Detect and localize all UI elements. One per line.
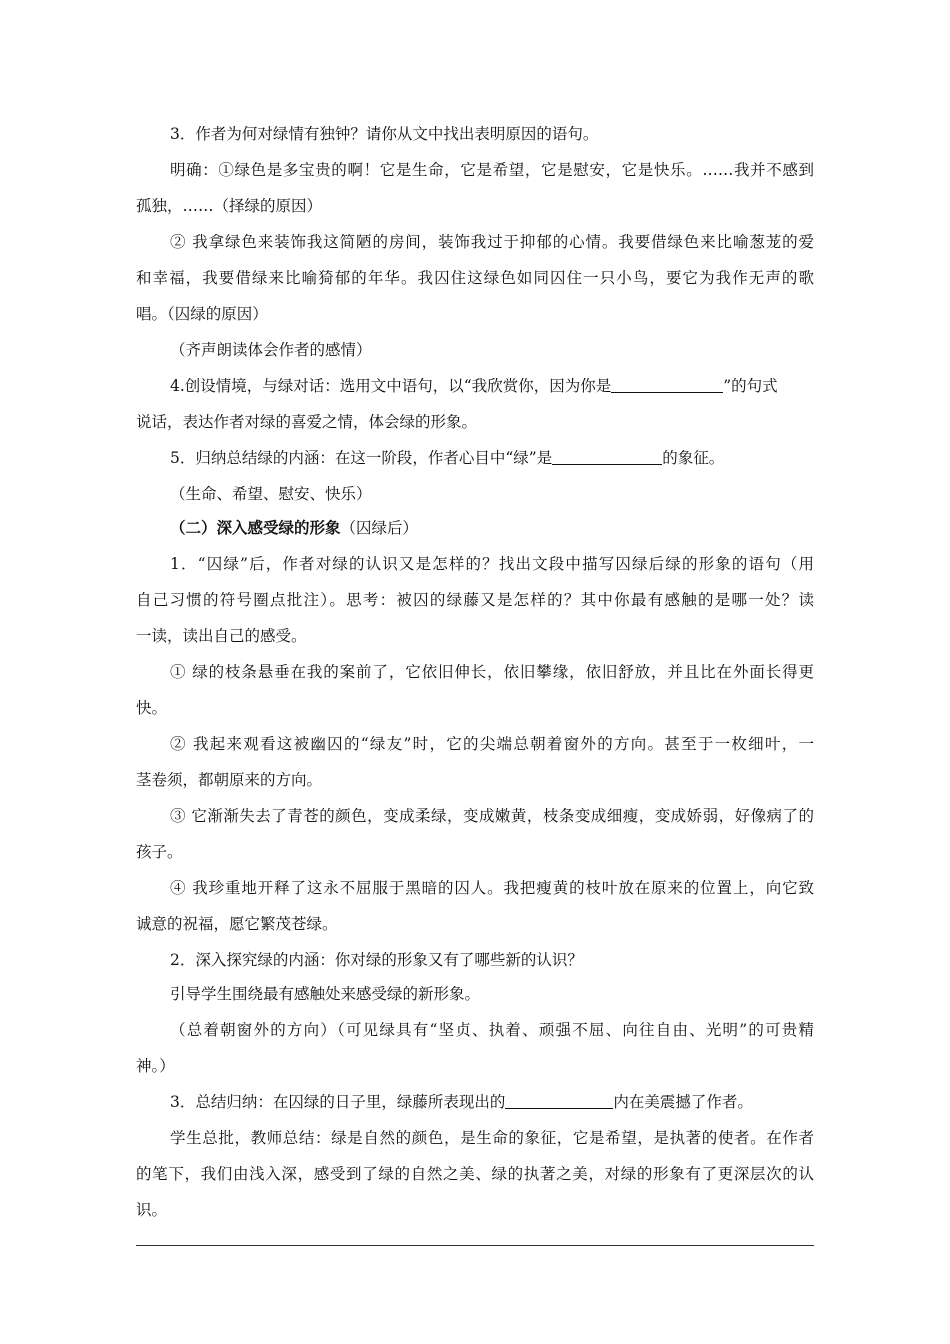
section-heading-note: （囚绿后） bbox=[340, 519, 419, 537]
question-4-text: 4.创设情境，与绿对话：选用文中语句，以“我欣赏你，因为你是 bbox=[170, 377, 612, 395]
question-3b-text-end: 内在美震撼了作者。 bbox=[613, 1093, 753, 1111]
answer-line: （生命、希望、慰安、快乐） bbox=[170, 485, 372, 503]
fill-blank bbox=[505, 1094, 613, 1109]
paragraph-line: 2．深入探究绿的内涵：你对绿的形象又有了哪些新的认识？ bbox=[170, 951, 583, 969]
paragraph-line: 诚意的祝福，愿它繁茂苍绿。 bbox=[136, 915, 338, 933]
paragraph-line: ② 我拿绿色来装饰我这简陋的房间，装饰我过于抑郁的心情。我要借绿色来比喻葱茏的爱 bbox=[170, 233, 814, 251]
paragraph-line: 引导学生围绕最有感触处来感受绿的新形象。 bbox=[170, 985, 481, 1003]
paragraph-line: 说话，表达作者对绿的喜爱之情，体会绿的形象。 bbox=[136, 413, 478, 431]
paragraph-line: ② 我起来观看这被幽囚的“绿友”时，它的尖端总朝着窗外的方向。甚至于一枚细叶，一 bbox=[170, 735, 814, 753]
paragraph-line: 孩子。 bbox=[136, 843, 183, 861]
question-4-text-end: ”的句式 bbox=[723, 377, 778, 395]
paragraph-line: ① 绿的枝条悬垂在我的案前了，它依旧伸长，依旧攀缘，依旧舒放，并且比在外面长得更 bbox=[170, 663, 814, 681]
paragraph-line: 孤独，……（择绿的原因） bbox=[136, 197, 323, 215]
paragraph-line: 一读，读出自己的感受。 bbox=[136, 627, 307, 645]
question-5-text-end: 的象征。 bbox=[662, 449, 725, 467]
paragraph-line: 识。 bbox=[136, 1201, 168, 1219]
paragraph-line: 和幸福，我要借绿来比喻猗郁的年华。我囚住这绿色如同囚住一只小鸟，要它为我作无声的歌 bbox=[136, 269, 814, 287]
paragraph-line: ③ 它渐渐失去了青苍的颜色，变成柔绿，变成嫩黄，枝条变成细瘦，变成娇弱，好像病了的 bbox=[170, 807, 814, 825]
paragraph-line: 学生总批，教师总结：绿是自然的颜色，是生命的象征，它是希望，是执著的使者。在作者 bbox=[170, 1129, 814, 1147]
paragraph-line: 茎卷须，都朝原来的方向。 bbox=[136, 771, 323, 789]
question-4-line bbox=[170, 376, 778, 396]
section-heading bbox=[170, 518, 418, 538]
section-heading-bold: （二）深入感受绿的形象 bbox=[170, 518, 341, 537]
question-3b-text: 3．总结归纳：在囚绿的日子里，绿藤所表现出的 bbox=[170, 1093, 506, 1111]
footer-divider bbox=[136, 1245, 814, 1246]
question-5-text: 5．归纳总结绿的内涵：在这一阶段，作者心目中“绿”是 bbox=[170, 449, 553, 467]
question-5-line bbox=[170, 448, 724, 468]
fill-blank bbox=[611, 378, 723, 393]
paragraph-line: （齐声朗读体会作者的感情） bbox=[170, 341, 372, 359]
paragraph-line: ④ 我珍重地开释了这永不屈服于黑暗的囚人。我把瘦黄的枝叶放在原来的位置上，向它致 bbox=[170, 879, 814, 897]
paragraph-line: 明确：①绿色是多宝贵的啊！它是生命，它是希望，它是慰安，它是快乐。……我并不感到 bbox=[170, 161, 814, 179]
paragraph-line: （总着朝窗外的方向）（可见绿具有“坚贞、执着、顽强不屈、向往自由、光明”的可贵精 bbox=[170, 1021, 814, 1039]
paragraph-line: 神。） bbox=[136, 1057, 175, 1075]
paragraph-line: 的笔下，我们由浅入深，感受到了绿的自然之美、绿的执著之美，对绿的形象有了更深层次的认 bbox=[136, 1165, 814, 1183]
fill-blank bbox=[552, 450, 662, 465]
paragraph-line: 快。 bbox=[136, 699, 168, 717]
paragraph-line: 自己习惯的符号圈点批注）。思考：被囚的绿藤又是怎样的？其中你最有感触的是哪一处？读 bbox=[136, 591, 814, 609]
question-3-heading: 3．作者为何对绿情有独钟？请你从文中找出表明原因的语句。 bbox=[170, 125, 599, 143]
question-3b-line bbox=[170, 1092, 753, 1112]
paragraph-line: 1．“囚绿”后，作者对绿的认识又是怎样的？找出文段中描写囚绿后绿的形象的语句（用 bbox=[170, 555, 814, 573]
paragraph-line: 唱。（囚绿的原因） bbox=[136, 305, 268, 323]
